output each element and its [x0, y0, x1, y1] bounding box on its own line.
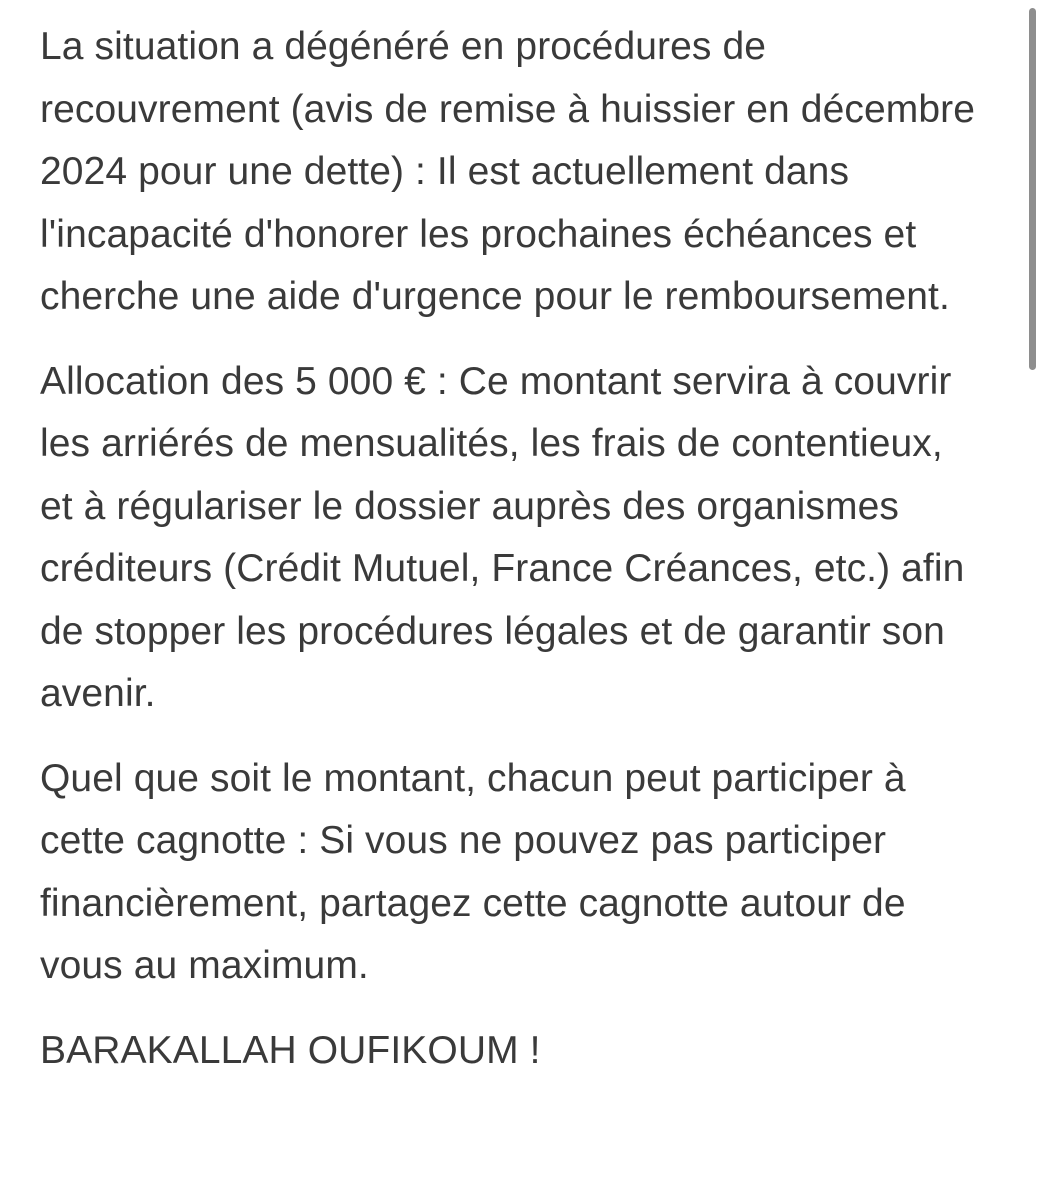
paragraph-participation: Quel que soit le montant, chacun peut participer à cette cagnotte : Si vous ne pouvez pas participer financièrement, partagez cette cagnotte autour de vous au maximum. — [40, 756, 906, 987]
paragraph-situation: La situation a dégénéré en procédures de recouvrement (avis de remise à huissier en décembre 2024 pour une dette) : Il est actuellement dans l'incapacité d'honorer les prochaines échéances et cherche une aide d'urgence pour le remboursement. — [40, 25, 976, 318]
vertical-scrollbar[interactable] — [1029, 8, 1036, 370]
paragraph-closing: BARAKALLAH OUFIKOUM ! — [40, 1028, 541, 1072]
paragraph-allocation: Allocation des 5 000 € : Ce montant servira à couvrir les arriérés de mensualités, les frais de contentieux, et à régulariser le dossier auprès des organismes créditeurs (Crédit Mutuel, France Créances, etc.) afin de stopper les procédures légales et de garantir son avenir. — [40, 359, 965, 715]
